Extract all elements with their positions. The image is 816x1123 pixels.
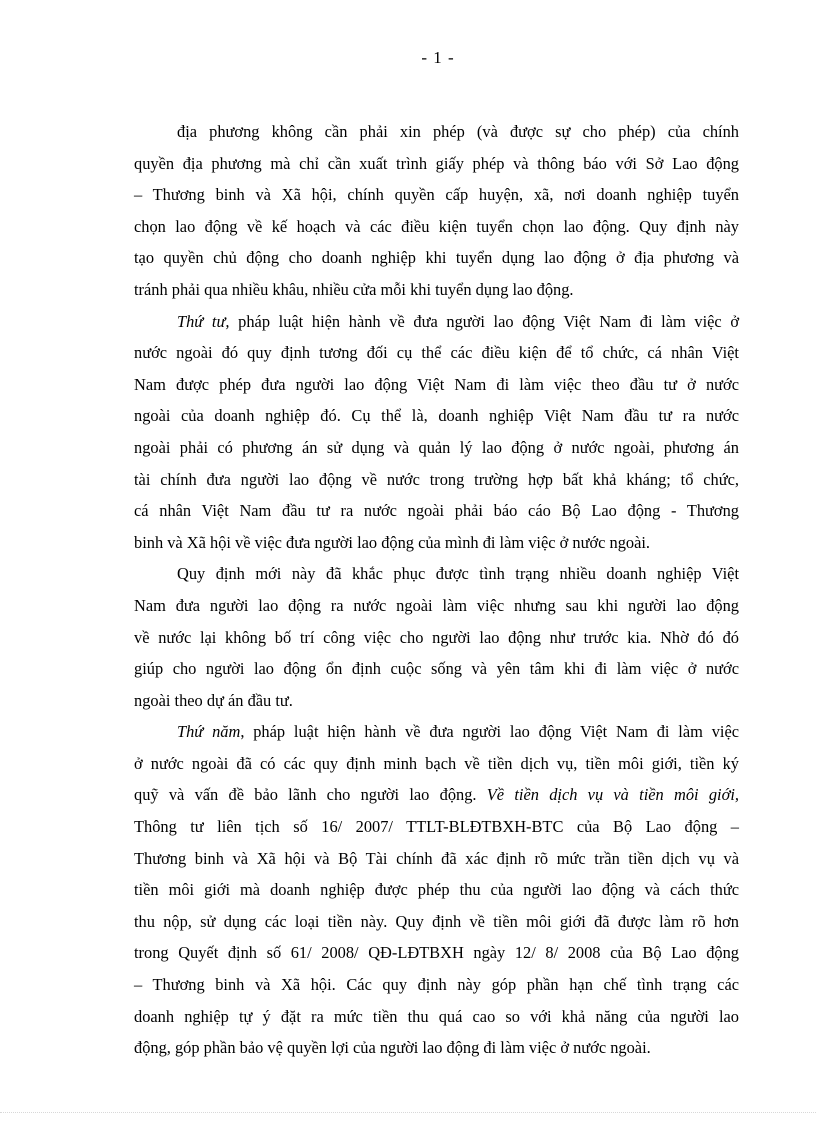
text-line: – Thương binh và Xã hội, chính quyền cấp huyện, xã, nơi doanh nghiệp tuyển xyxy=(134,185,739,205)
text-line: – Thương binh và Xã hội. Các quy định này góp phần hạn chế tình trạng các xyxy=(134,975,739,995)
text-line: tài chính đưa người lao động về nước trong trường hợp bất khả kháng; tổ chức, xyxy=(134,469,739,489)
text-line: tạo quyền chủ động cho doanh nghiệp khi tuyển dụng lao động ở địa phương và xyxy=(134,248,739,268)
text-line: Nam được phép đưa người lao động Việt Nam đi làm việc theo đầu tư ở nước xyxy=(134,374,739,394)
text-line: quỹ và vấn đề bảo lãnh cho người lao động. Về tiền dịch vụ và tiền môi giới, xyxy=(134,785,739,805)
page-number: - 1 - xyxy=(421,48,455,67)
text-line: Thứ năm, pháp luật hiện hành về đưa người lao động Việt Nam đi làm việc xyxy=(177,722,739,742)
text-line: địa phương không cần phải xin phép (và được sự cho phép) của chính xyxy=(177,122,739,141)
text-line: tránh phải qua nhiều khâu, nhiều cửa mỗi khi tuyển dụng lao động. xyxy=(134,279,574,299)
text-line: về nước lại không bố trí công việc cho người lao động như trước kia. Nhờ đó đó xyxy=(134,627,739,647)
text-line: giúp cho người lao động ổn định cuộc sống và yên tâm khi đi làm việc ở nước xyxy=(134,659,739,679)
text-line: binh và Xã hội về việc đưa người lao động của mình đi làm việc ở nước ngoài. xyxy=(134,532,651,552)
text-line: nước ngoài đó quy định tương đối cụ thể các điều kiện để tổ chức, cá nhân Việt xyxy=(134,343,739,363)
italic-inline: Về tiền dịch vụ và tiền môi giới, xyxy=(486,785,739,805)
text-line: trong Quyết định số 61/ 2008/ QĐ-LĐTBXH ngày 12/ 8/ 2008 của Bộ Lao động xyxy=(134,943,739,963)
text-line: Thương binh và Xã hội và Bộ Tài chính đã xác định rõ mức trần tiền dịch vụ và xyxy=(134,848,739,868)
text-line: ở nước ngoài đã có các quy định minh bạch về tiền dịch vụ, tiền môi giới, tiền ký xyxy=(134,753,739,773)
text-line: Thứ tư, pháp luật hiện hành về đưa người lao động Việt Nam đi làm việc ở xyxy=(177,311,739,331)
text-line: Nam đưa người lao động ra nước ngoài làm việc nhưng sau khi người lao động xyxy=(134,595,739,615)
text-line: doanh nghiệp tự ý đặt ra mức tiền thu quá cao so với khả năng của người lao xyxy=(134,1006,739,1026)
text-line: động, góp phần bảo vệ quyền lợi của người lao động đi làm việc ở nước ngoài. xyxy=(134,1038,651,1058)
text-line: thu nộp, sử dụng các loại tiền này. Quy định về tiền môi giới đã được làm rõ hơn xyxy=(134,911,739,931)
text-line: chọn lao động về kế hoạch và các điều kiện tuyển chọn lao động. Quy định này xyxy=(134,216,739,236)
text-line: tiền môi giới mà doanh nghiệp được phép thu của người lao động và cách thức xyxy=(134,880,739,900)
paragraph-1 xyxy=(134,116,739,306)
text-line: Thông tư liên tịch số 16/ 2007/ TTLT-BLĐTBXH-BTC của Bộ Lao động – xyxy=(134,817,739,837)
text-line: Quy định mới này đã khắc phục được tình trạng nhiều doanh nghiệp Việt xyxy=(177,564,739,584)
text-line: quyền địa phương mà chỉ cần xuất trình giấy phép và thông báo với Sở Lao động xyxy=(134,153,739,173)
paragraph-4 xyxy=(134,716,739,1064)
paragraph-2 xyxy=(134,306,739,559)
page-bottom-divider xyxy=(0,1112,816,1113)
paragraph-3 xyxy=(134,558,739,716)
text-line: cá nhân Việt Nam đầu tư ra nước ngoài phải báo cáo Bộ Lao động - Thương xyxy=(134,501,739,521)
text-line: ngoài của doanh nghiệp đó. Cụ thể là, doanh nghiệp Việt Nam đầu tư ra nước xyxy=(134,406,739,426)
text-line: ngoài theo dự án đầu tư. xyxy=(134,690,293,710)
document-body xyxy=(134,116,739,1064)
italic-lead: Thứ năm xyxy=(177,722,241,742)
italic-lead: Thứ tư, xyxy=(177,311,230,331)
text-line: ngoài phải có phương án sử dụng và quản lý lao động ở nước ngoài, phương án xyxy=(134,437,739,457)
